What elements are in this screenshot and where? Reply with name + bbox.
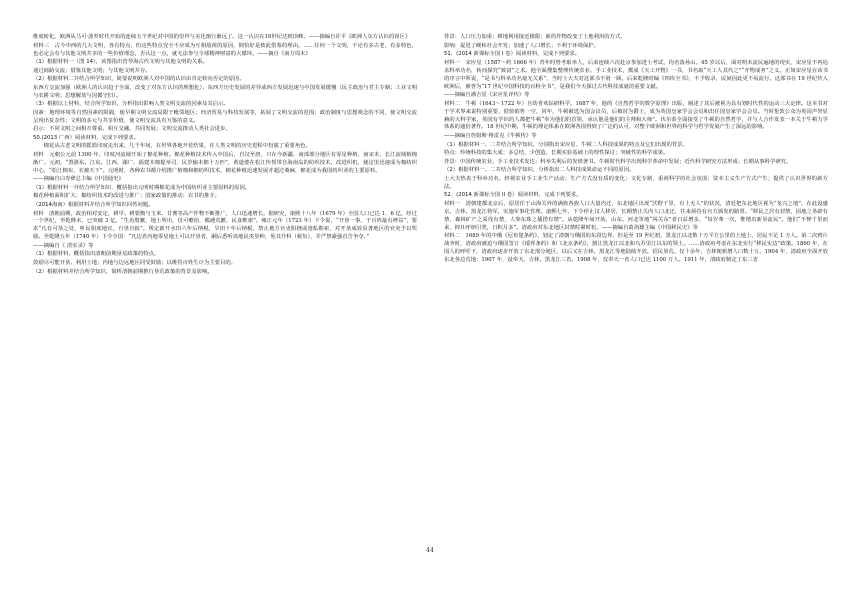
paragraph: 东西方交流加强（欧洲人的认识趋于全面，改变了对东方认识的理想化）；东西方历史发展的差异或西方发展迅速与中国发展缓慢（民主政治与君主专制；工业文明与农耕文明；思想解放与因循守旧）。 [33,84,417,99]
paragraph: 影响：促进了硬和社会开发；加速了人口增长；不利于环境保护。 [444,42,599,49]
paragraph: ——摘编自詹姆斯·格雷克《牛顿传》等 [444,133,537,139]
paragraph: 51．(2014 新课标全国 I 卷）阅读材料，完成下列要求。 [444,51,581,58]
paragraph: （2）根据材料并结合所学知识，简析清朝前期推行垦荒政策的背景及影响。 [33,268,213,275]
paragraph: （1）根据材料一（图 14），该图指出营琴海古代文明与其他文明的关系。 [33,59,208,66]
paragraph: ——摘编自白寿彝总主编《中国通史》 [33,176,124,183]
paragraph: 背景：人口压力加重；耕地利用接近极限；新的作物改变了土地利用的方式。 [444,34,626,40]
paragraph: 52．(2014 新课标全国 II 卷）阅读材料，完成下列要求。 [444,192,582,199]
paragraph: ——摘编自《 清实录》等 [33,242,94,249]
paragraph: （2）根据材料二并结合所学知识，简要说明欧洲人对中国的认识由肯定转向否定的原因。 [33,76,245,83]
paragraph: （2）根据材料一、二并结合所学知识，分析指出二人科技成果命运不同的原因。 [444,167,635,174]
paragraph: （1）根据材料一并结合所学知识，概括指出元明时期棉花成为中国纺织业主要原料的原因。 [33,184,251,191]
paragraph: 材料一 宋应星（1587～约 1666 年）青年时曾考取举人，后来连续六次赴京参加进士考试，均名落孙山。45 岁以后，面对明末流民遍地的现实，宋应星不再追求科举功名，转而探究“致富”之术。他全面搜集整理传统农业、手工业技术，撰成《天工开物》一书，书名取“天工人其代之”“开物成务”之义。正如宋应星在该书的序言中所说，“是书与科举功名毫无关系”，当时士大夫对这部书不屑一顾。后来乾隆时编《四库全书》，不予收录，民间因此更不易流行。这部书在 19 世纪传入欧洲后，被誉为“17 世纪中国科技的百科全书”，是我们今天探讨古代科技成就的重要文献。 [444,59,828,90]
paragraph: 材料三 古今中西的几大文明，各有特点，但这些特点究全不应成为互相敌视的原因，倒恰好是彼此借鉴的理由。……任何一个文明，不论有多古老，有多特色，也必定会有与其他文明共享的一些价值理念，否认这一点，就无法参与全球精神财富的大循环。——摘自《南方周末》 [33,42,417,57]
paragraph: 棉花种植面积扩大；棉纺织技术的改进与推广；国家政策的推动；农书的推介。 [33,193,221,200]
paragraph: 士大夫热衷于科举功名、轻视农业手工业生产活动；生产方式没有质的变化；文化专制，重视科学的社会氛围；资本主义生产方式产生；提供了认识世界的新方法。 [444,175,828,190]
paragraph: 特点：传统科技的集大成；多总结，少创造。长期实验基础上的理性探讨；突破性的科学成果。 [444,150,669,157]
paragraph: 材料一 清朝建都北京后，原居住于山海关外的满族各族人口大量内迁，东北地区出现“沃野千里，有土无人”的状况，清廷把东北地区视为“龙兴之地”，在此设盛京、吉林、黑龙江将军，实施军事化管理。康熙七年，下令停止汉人移居，长期禁止关内人口北迁，往来须持有官方颁发的路票。“移民之居有封禁，因地之垦辟有禁，森林矿产之采伐有禁，人参东珠之捕捞有禁”。从乾隆年间开始，山东、河北等地“闯关东”者日益增多，“每岁弗一次，惟增出新垦流民”。他们“不惮千里而来，抑且呼朋引类，日积月多”。清政府对东北地区封禁时紧时松。——摘编自葛剑雄主编《中国移民史》等 [444,200,828,231]
paragraph: 材料 清朝前期，政治相对安定，耕早、耕要衡与玉米、甘薯等高产作物不断推广，人口迅速增长。据研究，康熙十八年（1679 年）全国人口已达 1．6 亿，经过一个世纪，至乾隆末，已突破 3 亿。“生齿殷繁，地土所出，仅可赡给，偶遇荒歉，民食维艰”。雍正元年（1723 年）下令说，“开垦一事，于百姓最有裨益”，要求“凡有可垦之处，听民相度地宜，自垦自报”。规定新开水田六年后纳税，旱田十年后纳税，禁止地方官吏阻挠或逸私勒索，对开垦成效显著地区的官吏予以奖励。至乾隆五年（1740 年）下令全国：“凡边省内地零星地土可以开垦者，嗣后悉听该地民夷垦种，免其升科（税负），并严禁豪强首告争夺。” [33,210,417,241]
right-column [444,34,828,266]
paragraph: （1）根据材料一、二并结合所学知识，分别指出宋应星、牛顿二人科技成果的特点及它们出现的背景。 [444,141,688,148]
paragraph: 材料二 1689 年的中俄《尼布楚条约》，划定了清朝与俄国的东段边界，但是至 19 世纪初，黑龙江以北数十万平方公里的土地上，居民不足 1 万人。第二次鸦片战争时，清政府被迫与俄国签订《瑷珲条约》和《北京条约》，割让黑龙江以北和乌苏里江以东的领土。……清政府考虑在东北实行“移民实边”政策。1860 年，在国人的呼吁下，清政府逐步开放了东北部分地区，以后又在吉林、黑龙江等地陆续开放，招民垦荒。仅十余年，吉林便新增人口数十万。1904 年，清政府全面开放东北各边荒地；1907 年，设奉天、吉林、黑龙江三省。1908 年，仅奉天一省人口已达 1100 万人。1911 年，清政府制定了东三省 [444,233,829,264]
paragraph: 启示：不同文明之间相互尊重、相互交融，共同发展；文明交流推动人类社会进步。 [33,126,231,133]
paragraph: 因素：地理环境等自然因素的阻隔，使早期文明交流局限于毗邻地区；经济贸易与科技发展等，拓展了文明交流的范围；政治制度与思想观念的不同，使文明交流呈现出复杂性；文明的多元与共享价值，使文明交流具有互鉴的意义。 [33,109,417,124]
paragraph: 50.(2013 广西）阅读材料，完成下列要求。 [33,134,140,141]
paragraph: 棉花从古老文明的摇篮印度走出来，几千年间，在世界各地开花结果，在人类文明的历史进程中扮演了重要角色。 [33,143,311,150]
paragraph: （3）根据以上材料，结合所学知识，分析指出影响人类文明交流的因素及其启示。 [33,101,229,108]
paragraph: 通过商路交流；借鉴其他文明；与其他文明并存。 [33,67,151,74]
paragraph: 维度转化，欧洲从马可·波罗时代开始的连续五个世纪对中国的崇拜与美化渐行渐远了。这一认识在19世纪达到顶峰。——摘编自许平《欧洲人东方认识的误区》 [33,34,411,40]
paragraph: ——摘编自潘吉星《宋应星评传》等 [444,92,530,99]
paragraph: 背景：中国传统农业、手工业技术发达；科举失利后的发愤著书。牛顿时代科学出现科学革命中发展；近代科学研究方法形成；长期从事科学研究。 [444,158,792,165]
paragraph: 鼓励尽可能开垦、利用土地；内地与边远地区同受鼓励；以维持百姓生计为主要目的。 [33,260,237,267]
paragraph: （2014海南）根据材料并结合所学知识回答问题。 [33,201,154,208]
left-column [33,34,417,277]
page-number: 44 [426,547,434,554]
paragraph: （1）根据材料，概括指出清朝前期垦荒政策的特点。 [33,251,160,258]
paragraph: 材料二 牛顿（1643～1722 年）自幼喜欢钻研科学。1687 年，他的《自然哲学的数学原理》出版，阐述了其后被视为具有划时代性的运动三大定律。这本书对于学术界来说特别重要，很快销售一空，同年，牛顿被选为国会议员，后被封为爵士，成为英国皇家学会会员和出任国皇家学会会员。当时伦敦公众为英国声誉显赫的大科学家，英国有学识的人都把牛顿“奉为他们的首领，承认他是他们的主帅和大师”。伏尔泰全面接受了牛顿的自然哲学，并与人合作发表一本关于牛顿力学体系的通俗著作。18 世纪中期，牛顿的理论体系在欧洲各国得到了广泛的认可，对整个欧洲和世界的科学与哲学发展产生了深远的影响。 [444,100,828,131]
paragraph: 材料 元朝公元前 1300 年，印度河流域开始了棉花种植。棉花种植技术传入中国后，自汉至唐，只在今新疆、南部部分地区有零星种植，南宋末，长江流域植棉渐广。元初，“置浙东、江东、江西、湖广、福建木棉提举司，民岁输木棉十万匹”，黄道婆在松江传授带自海南岛的纺织技术，改进织机，使这里迅速成为棉纺织中心，“松江棉布，衣被天下”。元明时，各种农书都介绍推广植棉和棉纺织技术，棉花种植迅速发展并超过桑麻，棉花成为我国纺织业的主要原料。 [33,151,417,174]
